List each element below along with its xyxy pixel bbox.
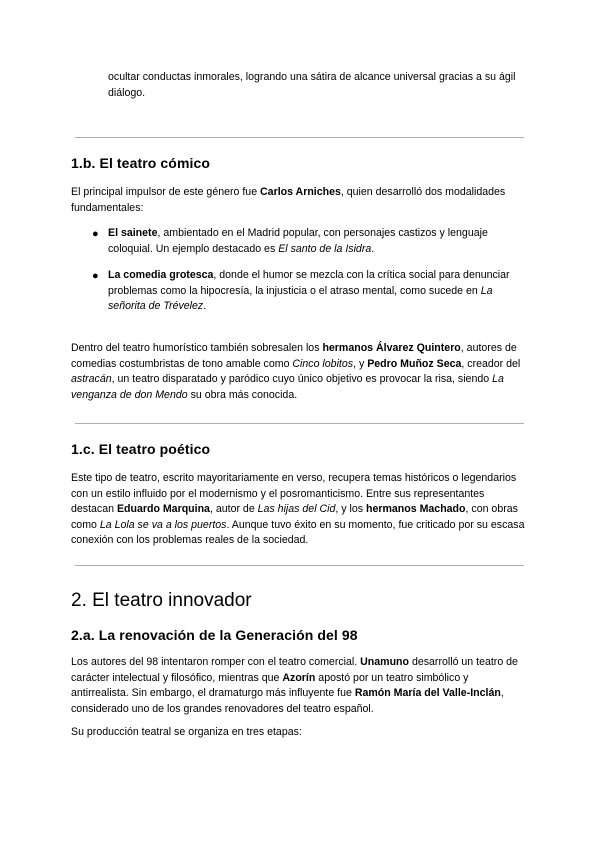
bullet-marker: ● (92, 228, 99, 240)
paragraph-humoristico: Dentro del teatro humorístico también sobresalen los hermanos Álvarez Quintero, autores de comedias costumbristas de tono amable como Cinco lobitos, y Pedro Muñoz Seca, creador del astracán, un teatro disparatado y paródico cuyo único objetivo es provocar la risa, siendo La venganza de don Mendo su obra más conocida. (71, 342, 521, 401)
divider (75, 137, 524, 138)
heading-2a: 2.a. La renovación de la Generación del 98 (71, 627, 358, 643)
intro-paragraph: ocultar conductas inmorales, logrando una sátira de alcance universal gracias a su ágil diálogo. (108, 71, 516, 99)
bold-arniches: Carlos Arniches (260, 186, 341, 198)
divider (75, 565, 524, 566)
heading-2: 2. El teatro innovador (71, 590, 252, 611)
heading-1b: 1.b. El teatro cómico (71, 155, 211, 171)
divider (75, 423, 524, 424)
list-item-comedia-grotesca: La comedia grotesca, donde el humor se mezcla con la crítica social para denunciar problemas como la hipocresía, la injusticia o el atraso mental, como sucede en La señorita de Trévelez. (108, 269, 510, 312)
heading-1c: 1.c. El teatro poético (71, 441, 211, 457)
paragraph-teatro-poetico: Este tipo de teatro, escrito mayoritariamente en verso, recupera temas históricos o legendarios con un estilo influido por el modernismo y el posromanticismo. Entre sus representantes destacan Eduardo Marquina, autor de Las hijas del Cid, y los hermanos Machado, con obras como La Lola se va a los puertos. Aunque tuvo éxito en su momento, fue criticado por su escasa conexión con los problemas reales de la sociedad. (71, 472, 525, 546)
list-item-sainete: El sainete, ambientado en el Madrid popular, con personajes castizos y lenguaje coloquial. Un ejemplo destacado es El santo de la Isidra. (108, 227, 488, 255)
paragraph-etapas: Su producción teatral se organiza en tres etapas: (71, 726, 302, 738)
bullet-marker: ● (92, 270, 99, 282)
paragraph-arniches: El principal impulsor de este género fue Carlos Arniches, quien desarrolló dos modalidades fundamentales: (71, 186, 506, 214)
paragraph-generacion-98: Los autores del 98 intentaron romper con el teatro comercial. Unamuno desarrolló un teatro de carácter intelectual y filosófico, mientras que Azorín apostó por un teatro simbólico y antirrealista. Sin embargo, el dramaturgo más influyente fue Ramón María del Valle-Inclán, considerado uno de los grandes renovadores del teatro español. (71, 656, 518, 715)
